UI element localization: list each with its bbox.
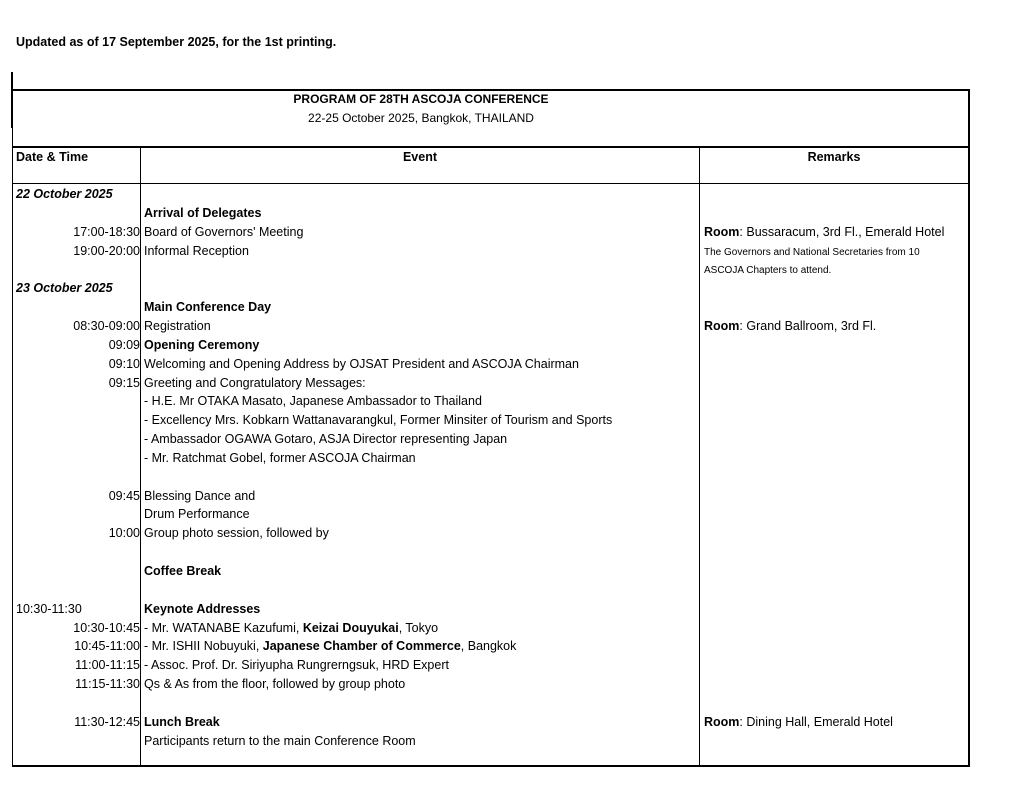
- text-run: Keizai Douyukai: [302, 620, 399, 635]
- text-run: Group photo session, followed by: [144, 526, 329, 541]
- time-cell: 11:30-12:45: [74, 714, 140, 729]
- event-cell: [144, 393, 698, 409]
- text-run: Japanese Chamber of Commerce: [262, 639, 461, 654]
- text-run: Coffee Break: [144, 564, 222, 578]
- header-remarks: Remarks: [807, 150, 861, 164]
- event-cell: [144, 337, 698, 353]
- time-cell: 19:00-20:00: [73, 243, 140, 258]
- text-run: - Excellency Mrs. Kobkarn Wattanavarangkul, Former Minsiter of Tourism and Sports: [144, 413, 613, 428]
- text-run: Greeting and Congratulatory Messages:: [144, 375, 366, 390]
- day-label: 22 October 2025: [16, 187, 113, 201]
- text-run: Room: [704, 318, 740, 333]
- text-run: , Bangkok: [460, 639, 517, 654]
- time-cell: 09:15: [108, 375, 140, 390]
- update-notice: Updated as of 17 September 2025, for the 1st printing.: [16, 35, 337, 49]
- header-bottom-border: [12, 183, 970, 184]
- event-cell: [144, 676, 698, 692]
- time-cell: 10:45-11:00: [74, 639, 140, 654]
- text-run: Board of Governors' Meeting: [144, 224, 304, 239]
- table-top-border: [12, 89, 970, 91]
- time-range-label: 10:30-11:30: [16, 601, 82, 616]
- event-cell: [144, 657, 698, 673]
- time-cell: 10:00: [108, 526, 140, 541]
- event-cell: [144, 563, 698, 579]
- event-cell: [144, 620, 698, 636]
- event-cell: [144, 224, 698, 240]
- text-run: - H.E. Mr OTAKA Masato, Japanese Ambassador to Thailand: [144, 394, 482, 409]
- event-cell: [144, 375, 698, 391]
- text-run: Lunch Break: [144, 714, 220, 729]
- text-run: Keynote Addresses: [144, 601, 261, 616]
- event-cell: [144, 299, 698, 315]
- event-cell: [144, 412, 698, 428]
- text-run: - Ambassador OGAWA Gotaro, ASJA Director representing Japan: [144, 432, 508, 447]
- event-cell: [144, 638, 698, 654]
- text-run: Informal Reception: [144, 243, 249, 258]
- table-right-border: [968, 89, 970, 767]
- text-run: Participants return to the main Conference Room: [144, 733, 416, 748]
- text-run: : Bussaracum, 3rd Fl., Emerald Hotel: [739, 224, 945, 239]
- time-cell: 17:00-18:30: [73, 224, 140, 239]
- text-run: - Mr. Ratchmat Gobel, former ASCOJA Chairman: [144, 450, 416, 465]
- event-cell: [144, 714, 698, 730]
- text-run: Registration: [144, 318, 211, 333]
- text-run: - Assoc. Prof. Dr. Siriyupha Rungrerngsuk, HRD Expert: [144, 658, 449, 673]
- event-cell: [144, 205, 698, 221]
- time-cell: 11:15-11:30: [75, 677, 140, 692]
- time-cell: 09:45: [108, 488, 140, 503]
- text-run: Arrival of Delegates: [144, 205, 262, 220]
- text-run: Main Conference Day: [144, 300, 272, 315]
- event-cell: [144, 525, 698, 541]
- text-run: Drum Performance: [144, 507, 250, 522]
- text-run: ASCOJA Chapters to attend.: [704, 265, 832, 277]
- header-date-time: Date & Time: [16, 150, 89, 164]
- remarks-cell: [704, 318, 968, 334]
- event-cell: [144, 506, 698, 522]
- text-run: : Grand Ballroom, 3rd Fl.: [739, 318, 877, 333]
- time-cell: 10:30-10:45: [73, 620, 140, 635]
- text-run: The Governors and National Secretaries from 10: [704, 246, 920, 258]
- remarks-cell: [704, 224, 968, 240]
- table-left-border: [12, 89, 13, 767]
- event-cell: [144, 243, 698, 259]
- event-cell: [144, 318, 698, 334]
- remarks-cell: [704, 714, 968, 730]
- event-cell: [144, 601, 698, 617]
- time-cell: 08:30-09:00: [73, 318, 140, 333]
- text-run: Welcoming and Opening Address by OJSAT President and ASCOJA Chairman: [144, 356, 579, 371]
- program-subtitle: 22-25 October 2025, Bangkok, THAILAND: [308, 111, 534, 125]
- text-run: Room: [704, 224, 740, 239]
- time-cell: 09:10: [108, 356, 140, 371]
- text-run: - Mr. WATANABE Kazufumi,: [144, 620, 303, 635]
- header-event: Event: [402, 150, 438, 164]
- remarks-cell: [704, 261, 968, 279]
- column-divider-2: [699, 146, 700, 767]
- time-cell: 09:09: [108, 337, 140, 352]
- text-run: : Dining Hall, Emerald Hotel: [739, 714, 893, 729]
- event-cell: [144, 450, 698, 466]
- text-run: Room: [704, 714, 740, 729]
- text-run: Blessing Dance and: [144, 488, 256, 503]
- time-cell: 11:00-11:15: [75, 658, 140, 673]
- event-cell: [144, 733, 698, 749]
- text-run: Opening Ceremony: [144, 337, 260, 352]
- text-run: - Mr. ISHII Nobuyuki,: [144, 639, 263, 654]
- program-title: PROGRAM OF 28TH ASCOJA CONFERENCE: [293, 92, 549, 106]
- header-top-border: [12, 146, 970, 148]
- table-bottom-border: [12, 765, 970, 767]
- text-run: , Tokyo: [398, 620, 439, 635]
- event-cell: [144, 356, 698, 372]
- event-cell: [144, 431, 698, 447]
- text-run: Qs & As from the floor, followed by group photo: [144, 677, 406, 692]
- remarks-cell: [704, 243, 968, 261]
- day-label: 23 October 2025: [16, 281, 113, 296]
- column-divider-1: [140, 146, 141, 767]
- event-cell: [144, 488, 698, 504]
